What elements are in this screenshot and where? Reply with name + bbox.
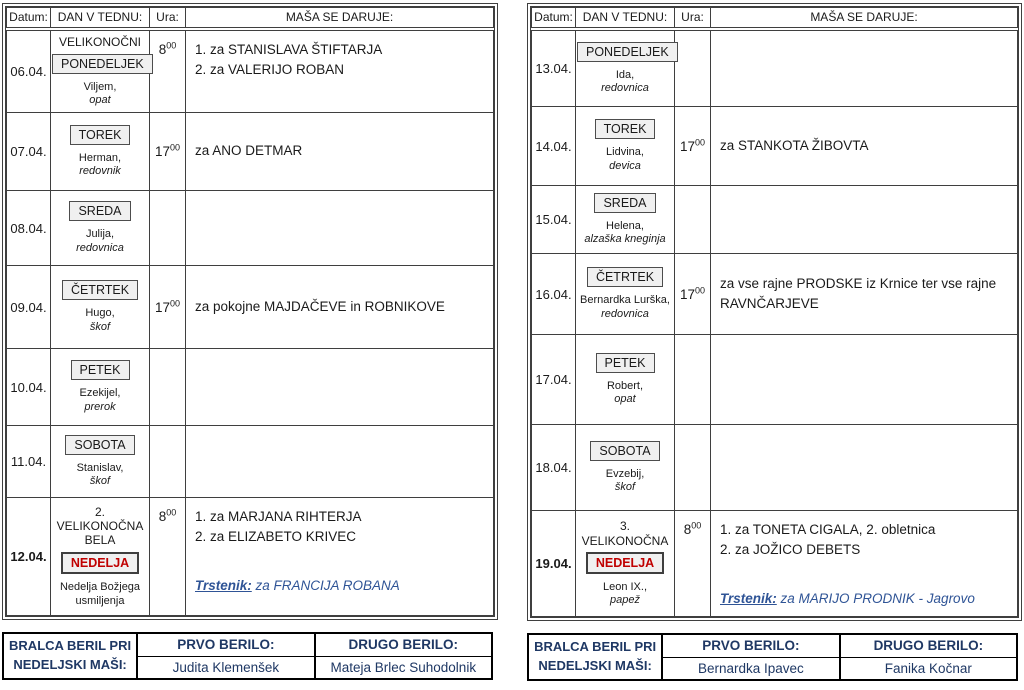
header-dan-v-tednu: DAN V TEDNU: xyxy=(51,8,150,29)
day-cell xyxy=(51,191,150,266)
date-cell xyxy=(7,191,51,266)
day-name-badge xyxy=(577,42,678,62)
saint-title: alzaška kneginja xyxy=(584,233,666,246)
trstenik-label: Trstenik: xyxy=(720,590,777,606)
date-cell xyxy=(7,266,51,349)
saint-name: Ida, xyxy=(615,68,635,81)
date-cell xyxy=(532,186,576,254)
saint-name: Stanislav, xyxy=(76,461,124,474)
time-cell xyxy=(675,335,711,425)
saint-title: redovnica xyxy=(601,307,649,320)
day-name-badge xyxy=(71,360,130,380)
mass-schedule-table-week-1 xyxy=(2,3,498,620)
mass-cell xyxy=(711,186,1018,254)
readers-label xyxy=(3,633,137,679)
trstenik-text: za FRANCIJA ROBANA xyxy=(251,577,400,593)
date-label: 11.04. xyxy=(10,454,47,469)
mass-cell xyxy=(711,335,1018,425)
first-reading-header: PRVO BERILO: xyxy=(662,634,839,657)
saint-title: opat xyxy=(614,393,636,406)
date-label: 07.04. xyxy=(10,144,47,159)
day-name-label: SREDA xyxy=(603,195,647,210)
time-cell xyxy=(150,498,186,616)
table-row xyxy=(7,426,494,498)
day-cell xyxy=(51,426,150,498)
day-cell xyxy=(51,349,150,426)
saint-name: Helena, xyxy=(606,219,644,232)
mass-intentions xyxy=(720,520,1008,561)
time-cell xyxy=(150,29,186,113)
day-name-badge xyxy=(590,441,659,461)
date-label: 08.04. xyxy=(10,220,47,236)
day-name-label: ČETRTEK xyxy=(595,270,655,285)
time-cell xyxy=(675,254,711,335)
saint-name: Herman, xyxy=(78,151,122,164)
mass-cell xyxy=(186,113,494,191)
mass-minutes: 00 xyxy=(166,40,177,50)
saint-title: redovnik xyxy=(79,165,121,178)
saint-name: Hugo, xyxy=(85,307,115,320)
trstenik-note xyxy=(195,578,484,593)
mass-hour: 17 xyxy=(679,138,695,154)
mass-cell xyxy=(186,191,494,266)
mass-intention: 2. za VALERIJO ROBAN xyxy=(195,61,345,77)
table-row xyxy=(532,335,1018,425)
readers-label-line1: BRALCA BERIL PRI xyxy=(534,639,657,655)
header-row xyxy=(7,8,494,29)
day-name-label: NEDELJA xyxy=(70,555,130,570)
first-reader-name: Bernardka Ipavec xyxy=(662,657,839,680)
readers-table-week-2 xyxy=(527,633,1018,681)
table-row xyxy=(532,29,1018,107)
mass-cell xyxy=(711,29,1018,107)
day-name-label: PETEK xyxy=(79,363,121,378)
saint-name: Ezekijel, xyxy=(79,387,121,400)
day-name-label: PONEDELJEK xyxy=(586,44,669,59)
trstenik-note xyxy=(720,591,1008,606)
mass-cell xyxy=(186,426,494,498)
schedule-week-1 xyxy=(2,3,498,680)
date-cell xyxy=(532,511,576,617)
readers-label xyxy=(528,634,662,680)
mass-minutes: 00 xyxy=(691,520,702,531)
day-cell xyxy=(51,29,150,113)
mass-cell xyxy=(711,254,1018,335)
first-reading-header: PRVO BERILO: xyxy=(137,633,314,656)
mass-hour: 8 xyxy=(158,41,167,57)
saint-title: škof xyxy=(89,475,111,488)
date-cell xyxy=(7,29,51,113)
header-datum: Datum: xyxy=(7,8,51,29)
table-row xyxy=(532,425,1018,511)
readers-header-row xyxy=(3,633,492,656)
date-cell xyxy=(7,426,51,498)
saint-title: škof xyxy=(614,481,636,494)
day-name-label: PETEK xyxy=(604,355,646,370)
mass-minutes: 00 xyxy=(695,285,706,295)
day-name-badge xyxy=(595,119,656,139)
date-cell xyxy=(532,425,576,511)
time-cell xyxy=(150,266,186,349)
date-label: 16.04. xyxy=(535,286,572,302)
saint-title: redovnica xyxy=(601,81,649,94)
date-label: 14.04. xyxy=(535,138,572,154)
date-label: 10.04. xyxy=(10,379,47,395)
day-name-label: SOBOTA xyxy=(599,443,651,458)
mass-hour: 8 xyxy=(683,522,692,537)
date-label: 12.04. xyxy=(10,549,47,564)
mass-intention: 1. za MARJANA RIHTERJA xyxy=(195,509,362,524)
day-pre-label: 2. VELIKONOČNA BELA xyxy=(56,504,144,548)
day-cell xyxy=(51,498,150,616)
day-cell xyxy=(576,425,675,511)
header-dan-v-tednu: DAN V TEDNU: xyxy=(576,8,675,29)
first-reader-name: Judita Klemenšek xyxy=(137,656,314,679)
mass-intention: 2. za JOŽICO DEBETS xyxy=(720,542,861,558)
day-name-badge xyxy=(69,201,130,221)
day-name-badge xyxy=(70,125,131,145)
mass-intention: za vse rajne PRODSKE iz Krnice ter vse rajne RAVNČARJEVE xyxy=(720,275,997,311)
day-pre-label: VELIKONOČNI xyxy=(58,35,142,50)
readers-header-row xyxy=(528,634,1017,657)
mass-intentions xyxy=(720,274,1008,315)
header-datum: Datum: xyxy=(532,8,576,29)
mass-intentions xyxy=(195,507,484,548)
header-ura: Ura: xyxy=(150,8,186,29)
readers-table-week-1 xyxy=(2,632,493,680)
time-cell xyxy=(675,186,711,254)
mass-intentions xyxy=(195,141,484,161)
table-row xyxy=(532,511,1018,617)
saint-name: Julija, xyxy=(85,228,115,241)
table-row xyxy=(7,113,494,191)
readers-label-line2: NEDELJSKI MAŠI: xyxy=(13,657,127,672)
date-cell xyxy=(532,254,576,335)
mass-intentions xyxy=(720,136,1008,156)
mass-cell xyxy=(186,29,494,113)
date-label: 18.04. xyxy=(535,460,572,475)
time-cell xyxy=(675,511,711,617)
time-cell xyxy=(675,425,711,511)
trstenik-label: Trstenik: xyxy=(195,577,252,593)
readers-label-line1: BRALCA BERIL PRI xyxy=(9,638,132,654)
day-name-badge xyxy=(65,435,134,455)
day-cell xyxy=(576,511,675,617)
date-cell xyxy=(532,335,576,425)
day-sub-label: Nedelja Božjega usmiljenja xyxy=(59,580,141,608)
day-name-badge xyxy=(587,267,663,287)
mass-intentions xyxy=(195,297,484,317)
mass-hour: 17 xyxy=(154,299,170,315)
saint-name: Robert, xyxy=(606,379,644,392)
saint-title: prerok xyxy=(84,400,116,413)
saint-name: Bernardka Lurška, xyxy=(580,294,670,307)
mass-cell xyxy=(186,349,494,426)
day-name-label: PONEDELJEK xyxy=(61,56,144,71)
day-cell xyxy=(576,186,675,254)
day-name-badge xyxy=(596,353,655,373)
day-name-label: SREDA xyxy=(78,204,122,219)
saint-title: redovnica xyxy=(76,241,124,254)
second-reader-name: Fanika Kočnar xyxy=(884,660,972,676)
date-label: 09.04. xyxy=(10,299,47,315)
mass-minutes: 00 xyxy=(170,298,181,308)
day-cell xyxy=(576,29,675,107)
date-label: 06.04. xyxy=(10,63,47,79)
schedule-week-2 xyxy=(527,3,1022,681)
day-name-badge xyxy=(52,54,153,74)
date-cell xyxy=(7,349,51,426)
header-masa-se-daruje: MAŠA SE DARUJE: xyxy=(186,8,494,29)
table-row xyxy=(7,191,494,266)
table-row xyxy=(532,186,1018,254)
saint-title: papež xyxy=(610,594,640,607)
mass-intentions xyxy=(195,40,484,81)
readers-label-line2: NEDELJSKI MAŠI: xyxy=(538,658,652,673)
time-cell xyxy=(150,349,186,426)
date-cell xyxy=(532,107,576,186)
day-name-badge xyxy=(586,552,664,574)
time-cell xyxy=(150,426,186,498)
mass-intention: 2. za ELIZABETO KRIVEC xyxy=(195,529,357,545)
day-name-badge xyxy=(62,280,138,300)
time-cell xyxy=(150,191,186,266)
saint-title: opat xyxy=(89,94,111,106)
mass-intention: za pokojne MAJDAČEVE in ROBNIKOVE xyxy=(195,298,445,314)
mass-hour: 8 xyxy=(158,509,167,524)
day-name-label: TOREK xyxy=(78,127,122,142)
day-cell xyxy=(576,335,675,425)
date-label: 17.04. xyxy=(535,372,572,387)
saint-name: Lidvina, xyxy=(606,146,644,159)
header-ura: Ura: xyxy=(675,8,711,29)
mass-intention: 1. za STANISLAVA ŠTIFTARJA xyxy=(195,41,383,57)
saint-name: Evzebij, xyxy=(605,467,645,480)
mass-cell xyxy=(711,425,1018,511)
table-row xyxy=(532,107,1018,186)
date-cell xyxy=(7,113,51,191)
time-cell xyxy=(675,107,711,186)
mass-intention: 1. za TONETA CIGALA, 2. obletnica xyxy=(720,522,936,537)
mass-cell xyxy=(711,511,1018,617)
mass-hour: 17 xyxy=(154,144,170,159)
table-row xyxy=(7,498,494,616)
saint-name: Leon IX., xyxy=(602,581,648,594)
date-label: 19.04. xyxy=(535,556,572,571)
date-label: 13.04. xyxy=(535,60,572,76)
mass-cell xyxy=(711,107,1018,186)
day-cell xyxy=(576,254,675,335)
mass-minutes: 00 xyxy=(170,142,181,153)
mass-intention: za STANKOTA ŽIBOVTA xyxy=(720,137,869,153)
mass-schedule-table-week-2 xyxy=(527,3,1022,621)
mass-intention: za ANO DETMAR xyxy=(195,143,303,159)
trstenik-text: za MARIJO PRODNIK - Jagrovo xyxy=(776,590,975,606)
mass-hour: 17 xyxy=(679,286,695,302)
day-name-label: ČETRTEK xyxy=(70,283,130,298)
day-cell xyxy=(576,107,675,186)
day-name-label: SOBOTA xyxy=(74,437,126,452)
second-reader-name: Mateja Brlec Suhodolnik xyxy=(330,659,477,675)
table-row xyxy=(7,29,494,113)
day-name-label: NEDELJA xyxy=(595,556,655,571)
mass-minutes: 00 xyxy=(166,507,177,518)
table-row xyxy=(532,254,1018,335)
table-row xyxy=(7,349,494,426)
mass-cell xyxy=(186,266,494,349)
second-reading-header: DRUGO BERILO: xyxy=(840,634,1017,657)
table-row xyxy=(7,266,494,349)
header-masa-se-daruje: MAŠA SE DARUJE: xyxy=(711,8,1018,29)
header-row xyxy=(532,8,1018,29)
time-cell xyxy=(150,113,186,191)
date-cell xyxy=(532,29,576,107)
saint-title: devica xyxy=(609,159,641,172)
saint-name: Viljem, xyxy=(83,80,117,93)
second-reading-header: DRUGO BERILO: xyxy=(315,633,492,656)
date-label: 15.04. xyxy=(535,212,572,227)
day-cell xyxy=(51,113,150,191)
day-pre-label: 3. VELIKONOČNA xyxy=(581,519,669,548)
date-cell xyxy=(7,498,51,616)
day-name-badge xyxy=(594,193,655,213)
time-cell xyxy=(675,29,711,107)
day-name-badge xyxy=(61,552,139,574)
mass-minutes: 00 xyxy=(695,137,706,147)
mass-cell xyxy=(186,498,494,616)
day-name-label: TOREK xyxy=(603,122,647,137)
saint-title: škof xyxy=(89,320,111,333)
day-cell xyxy=(51,266,150,349)
